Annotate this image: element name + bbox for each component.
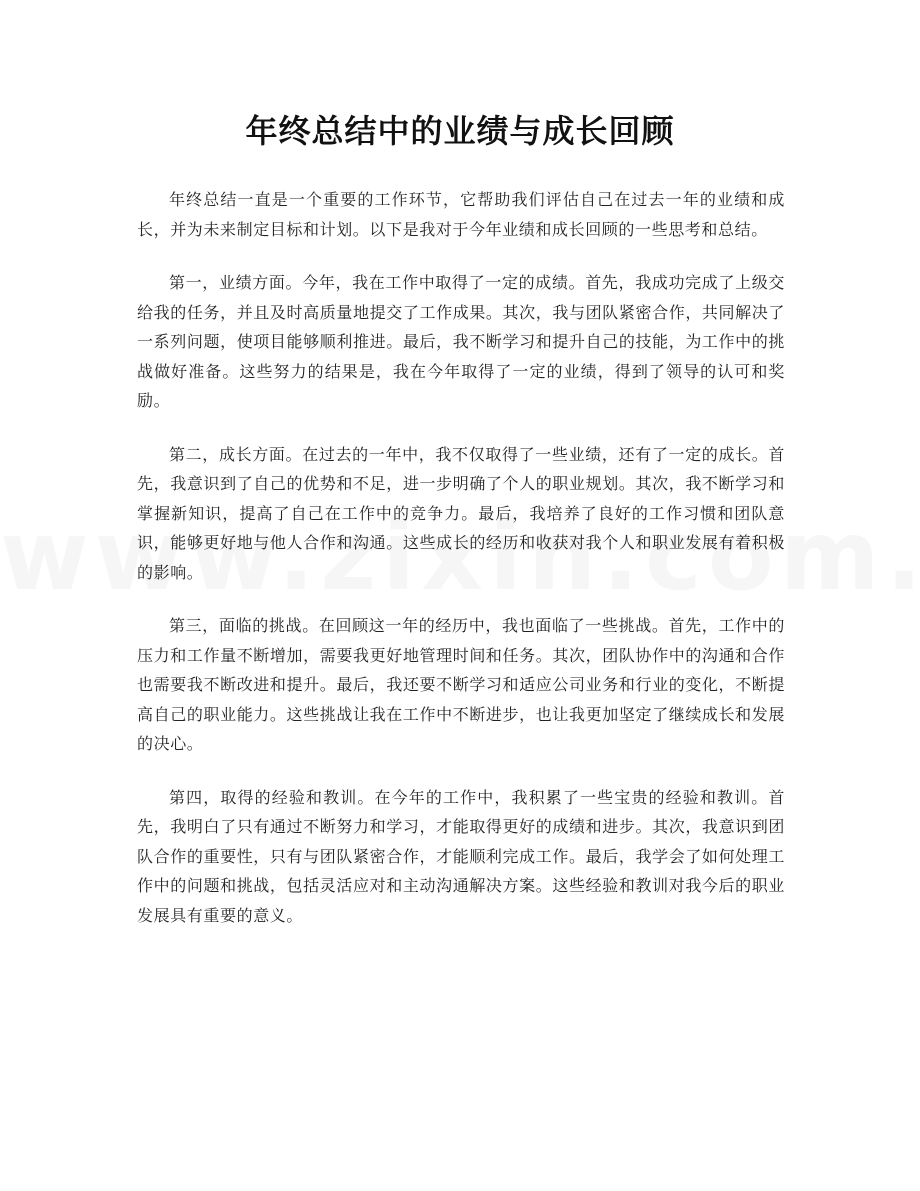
document-title: 年终总结中的业绩与成长回顾 — [245, 112, 675, 150]
paragraph-performance: 第一，业绩方面。今年，我在工作中取得了一定的成绩。首先，我成功完成了上级交给我的任务，并且及时高质量地提交了工作成果。其次，我与团队紧密合作，共同解决了一系列问题，使项目能够顺利推进。最后，我不断学习和提升自己的技能，为工作中的挑战做好准备。这些努力的结果是，我在今年取得了一定的业绩，得到了领导的认可和奖励。 — [137, 273, 785, 410]
paragraph-lessons: 第四，取得的经验和教训。在今年的工作中，我积累了一些宝贵的经验和教训。首先，我明白了只有通过不断努力和学习，才能取得更好的成绩和进步。其次，我意识到团队合作的重要性，只有与团队紧密合作，才能顺利完成工作。最后，我学会了如何处理工作中的问题和挑战，包括灵活应对和主动沟通解决方案。这些经验和教训对我今后的职业发展具有重要的意义。 — [137, 787, 785, 925]
paragraph-growth: 第二，成长方面。在过去的一年中，我不仅取得了一些业绩，还有了一定的成长。首先，我意识到了自己的优势和不足，进一步明确了个人的职业规划。其次，我不断学习和掌握新知识，提高了自己在工作中的竞争力。最后，我培养了良好的工作习惯和团队意识，能够更好地与他人合作和沟通。这些成长的经历和收获对我个人和职业发展有着积极的影响。 — [137, 444, 785, 582]
document-body — [137, 185, 785, 954]
paragraph-intro: 年终总结一直是一个重要的工作环节，它帮助我们评估自己在过去一年的业绩和成长，并为未来制定目标和计划。以下是我对于今年业绩和成长回顾的一些思考和总结。 — [137, 190, 785, 239]
paragraph-challenges: 第三，面临的挑战。在回顾这一年的经历中，我也面临了一些挑战。首先，工作中的压力和工作量不断增加，需要我更好地管理时间和任务。其次，团队协作中的沟通和合作也需要我不断改进和提升。最后，我还要不断学习和适应公司业务和行业的变化，不断提高自己的职业能力。这些挑战让我在工作中不断进步，也让我更加坚定了继续成长和发展的决心。 — [137, 616, 785, 753]
